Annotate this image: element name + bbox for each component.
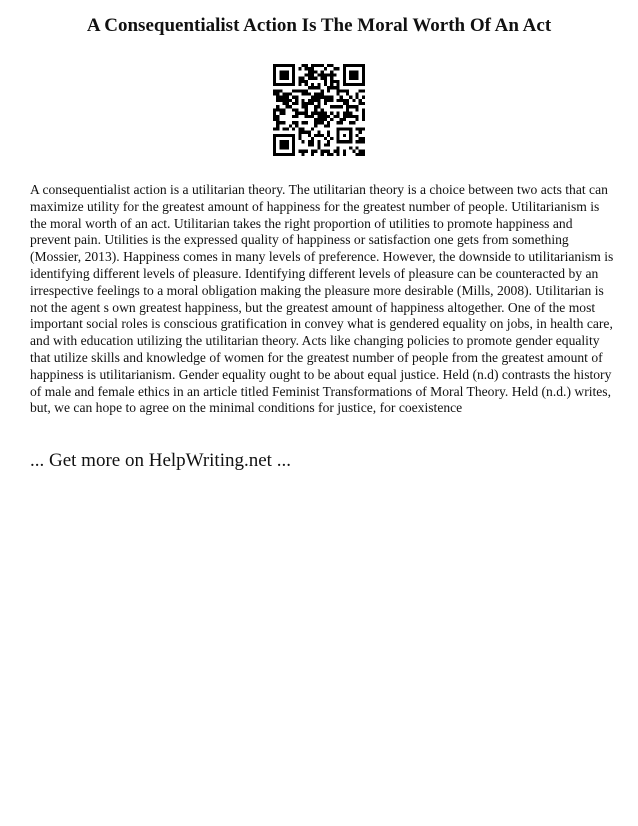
document-body-text: A consequentialist action is a utilitarian theory. The utilitarian theory is a choice between two acts that can maximize utility for the greatest amount of happiness for the greatest number of people. Utilitarianism is the moral worth of an act. Utilitarian takes the right proportion of utilities to promote happiness and prevent pain. Utilities is the expressed quality of happiness or satisfaction one gets from something (Mossier, 2013). Happiness comes in many levels of preference. However, the downside to utilitarianism is identifying different levels of pleasure. Identifying different levels of pleasure can be counteracted by an irrespective feelings to a moral obligation making the pleasure more desirable (Mills, 2008). Utilitarian is not the agent s own greatest happiness, but the greatest amount of happiness altogether. One of the most important social roles is conscious gratification in convey what is gendered equality on jobs, in health care, and with education utilizing the utilitarian theory. Acts like changing policies to promote gender equality that utilize skills and knowledge of women for the greatest number of people from the greatest amount of happiness is utilitarianism. Gender equality ought to be about equal justice. Held (n.d) contrasts the history of male and female ethics in an article titled Feminist Transformations of Moral Theory. Held (n.d.) writes, but, we can hope to agree on the minimal conditions for justice, for coexistence — [30, 182, 614, 416]
get-more-link[interactable]: ... Get more on HelpWriting.net ... — [30, 450, 291, 471]
document-title: A Consequentialist Action Is The Moral Worth Of An Act — [86, 15, 552, 36]
qr-code-icon — [273, 64, 365, 156]
